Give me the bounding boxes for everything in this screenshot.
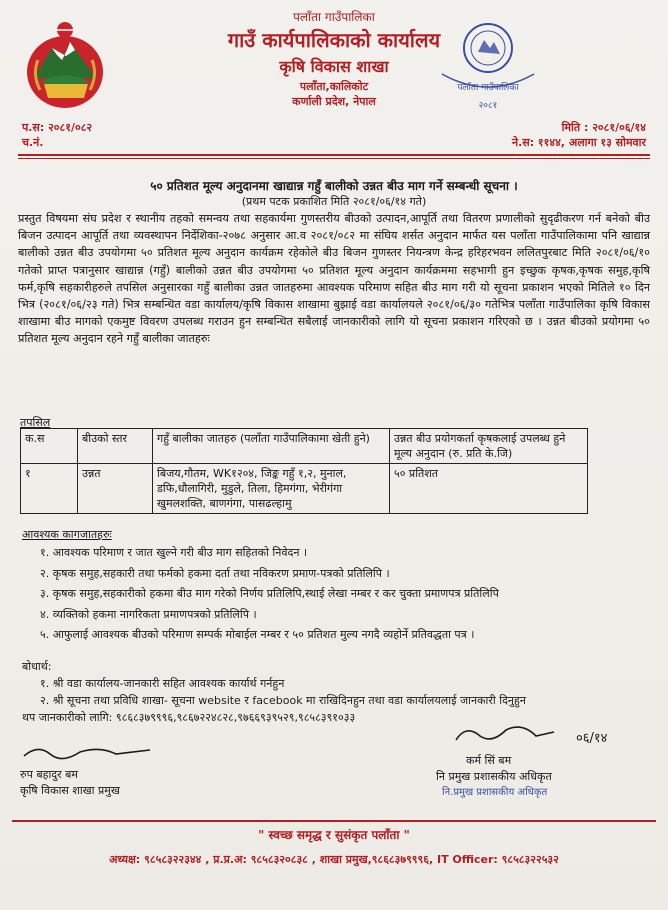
officer-stamp: नि.प्रमुख प्रशासकीय अधिकृत	[442, 787, 548, 798]
stamp-text: पलाँता गाउँपालिका	[457, 83, 519, 93]
footer-contacts: अध्यक्ष: ९८५८३२२३४४ , प्र.प्र.अ: ९८५८३२०८३८ , शाखा प्रमुख,९८६८३७९९९६, IT Officer: ९८५८३२२५३२	[109, 853, 559, 866]
stamp-date: २०८१	[478, 101, 498, 111]
list-item: ५. आफुलाई आवश्यक बीउको परिमाण सम्पर्क मोबाईल नम्बर र ५० प्रतिशत मुल्य नगदै व्यहोर्ने प्रतिवद्धता पत्र ।	[40, 628, 475, 641]
office-address: पलाँता,कालिकोट	[299, 80, 369, 93]
office-seal-stamp	[432, 14, 544, 118]
signer-right-title: नि प्रमुख प्रशासकीय अधिकृत	[436, 770, 552, 783]
list-item: २. कृषक समुह,सहकारी तथा फर्मको हकमा दर्ता तथा नविकरण प्रमाण-पत्रको प्रतिलिपि ।	[40, 566, 390, 580]
table-header: गहुँ बालीका जातहरु (पलाँता गाउँपालिकामा खेती हुने)	[153, 429, 390, 464]
contact-numbers: थप जानकारीको लागि: ९८६८३७९९९६,९८६७२२४८२८,९७६६९३९५२९,९८५८३९१०३३	[22, 711, 356, 724]
copy-to-section	[22, 658, 660, 726]
signer-right-name: कर्म सिं बम	[466, 754, 512, 767]
table-cell: बिजय,गौतम, WK१२०४, जिङ्क गहुँ १,२, मुनाल, डफि,धौलागिरी, मुडुले, तिला, हिमगंगा, भेरीगंगा खुमलशक्ति, बाणगंगा, पासढल्हामु	[153, 464, 390, 514]
header-divider-thin	[18, 158, 650, 159]
footer-slogan: " स्वच्छ समृद्ध र सुसंकृत पलाँता "	[258, 828, 410, 842]
branch-name: कृषि विकास शाखा	[279, 57, 389, 76]
table-row	[21, 464, 588, 514]
signer-left-name: रुप बहादुर बम	[20, 768, 78, 781]
notice-publish-date: (प्रथम पटक प्रकाशित मिति २०८१/०६/१४ गते)	[241, 195, 427, 208]
reference-right	[512, 120, 646, 150]
office-name: गाउँ कार्यपालिकाको कार्यालय	[227, 28, 441, 52]
table-header: क.स	[21, 429, 78, 464]
list-item: १. श्री वडा कार्यालय-जानकारी सहित आवश्यक कार्यार्थ गर्नहुन	[40, 677, 285, 690]
table-header: बीउको स्तर	[78, 429, 153, 464]
table-cell: उन्नत	[78, 464, 153, 514]
signature-left	[20, 742, 200, 799]
table-cell: १	[21, 464, 78, 514]
list-item: ४. व्यक्तिको हकमा नागरिकता प्रमाणपत्रको प्रतिलिपि ।	[40, 607, 257, 621]
province-address: कर्णाली प्रदेश, नेपाल	[292, 95, 376, 108]
documents-title: आवश्यक कागजातहरुः	[22, 528, 112, 541]
signature-left-scribble	[20, 742, 160, 762]
list-item: २. श्री सूचना तथा प्रविधि शाखा- सूचना website र facebook मा राखिदिनहुन तथा वडा कार्यालयलाई जानकारी दिनुहुन	[40, 694, 526, 707]
footer-divider	[12, 820, 656, 822]
signature-right	[436, 720, 656, 801]
table-header-row	[21, 429, 588, 464]
nepal-sambat-date: ने.स: ११४४, अलागा १३ सोमवार	[511, 136, 646, 149]
signer-left-title: कृषि विकास शाखा प्रमुख	[20, 784, 120, 797]
handwritten-date: ०६/१४	[576, 731, 608, 746]
letterhead	[0, 8, 668, 109]
copy-to-title: बोधार्थ:	[22, 660, 52, 673]
notice-subject: ५० प्रतिशत मूल्य अनुदानमा खाद्यान्न गहुँ बालीको उन्नत बीउ माग गर्ने सम्बन्धी सूचना ।	[150, 179, 518, 193]
table-cell: ५० प्रतिशत	[390, 464, 588, 514]
documents-list	[40, 543, 650, 646]
dispatch-number: च.नं.	[22, 136, 44, 149]
notice-body: प्रस्तुत विषयमा संघ प्रदेश र स्थानीय तहको समन्वय तथा सहकार्यमा गुणस्तरीय बीउको उत्पादन,आपूर्ति तथा वितरण प्रणालीको सुदृढीकरण गर्न बनेको बीउ बिजन उत्पादन आपूर्ति तथा व्यवस्थापन निर्देशिका-२०७८ अनुसार आ.व २०८१/०८२ मा संघिय शर्सत अनुदान मार्फत यस पलाँता गाउँपालिकामा पनि खाद्यान्न बालीको उन्नत बीउ उपयोगमा ५० प्रतिशत मूल्य अनुदान कार्यक्रम रहेकोले बीउ बिजन गुणस्तर नियन्त्रण केन्द्र हरिहरभवन ललितपुरबाट मिति २०८१/०६/१० गतेको प्राप्त पत्रानुसार खाद्यान्न (गहुँ) बालीको उन्नत बीउ उपयोगमा ५० प्रतिशत मूल्य अनुदान कार्यक्रममा सहभागी हुन इच्छुक कृषक,कृषक समुह,कृषि फर्म,कृषि सहकारीहरुले तपसिल अनुसारका गहुँ बालीका उन्नत जातहरुमा आवश्यक परिमाण सहित बीउ माग गरी यो सूचना प्रकाशन भएको मितिले १० दिन भित्र (२०८१/०६/२३ गते) भित्र सम्बन्धित वडा कार्यालय/कृषि विकास शाखामा बुझाई वडा कार्यालयले २०८१/०६/३० गतेभित्र पलाँता गाउँपालिका कृषि विकास शाखामा बीउ मागको एकमुष्ट विवरण उपलब्ध गराउन हुन सम्बन्धित सबैलाई जानकारीको लागि यो सूचना प्रकाशन गरिएको छ । उन्नत बीउको प्रयोगमा ५० प्रतिशत मूल्य अनुदान रहने गहुँ बालीका जातहरुः	[18, 212, 650, 346]
municipality-name: पलाँता गाउँपालिका	[293, 10, 375, 24]
table-header: उन्नत बीउ प्रयोगकर्ता कृषकलाई उपलब्ध हुने मूल्य अनुदान (रु. प्रति के.जि)	[390, 429, 588, 464]
header-divider	[18, 154, 650, 156]
list-item: ३. कृषक समुह,सहकारीको हकमा बीउ माग गरेको निर्णय प्रतिलिपि,स्थाई लेखा नम्बर र कर चुक्ता प्रमाणपत्र प्रतिलिपि	[40, 587, 499, 600]
list-item: १. आवश्यक परिमाण र जात खुल्ने गरी बीउ माग सहितको निवेदन ।	[40, 546, 308, 559]
letter-date: मिति : २०८१/०६/१४	[561, 121, 646, 134]
signature-right-scribble	[436, 720, 636, 748]
wheat-varieties-table	[20, 428, 588, 514]
tapasil-label: तपसिल	[20, 416, 51, 429]
letter-number: प.स: २०८१/०८२	[22, 121, 93, 134]
reference-left	[22, 120, 92, 150]
